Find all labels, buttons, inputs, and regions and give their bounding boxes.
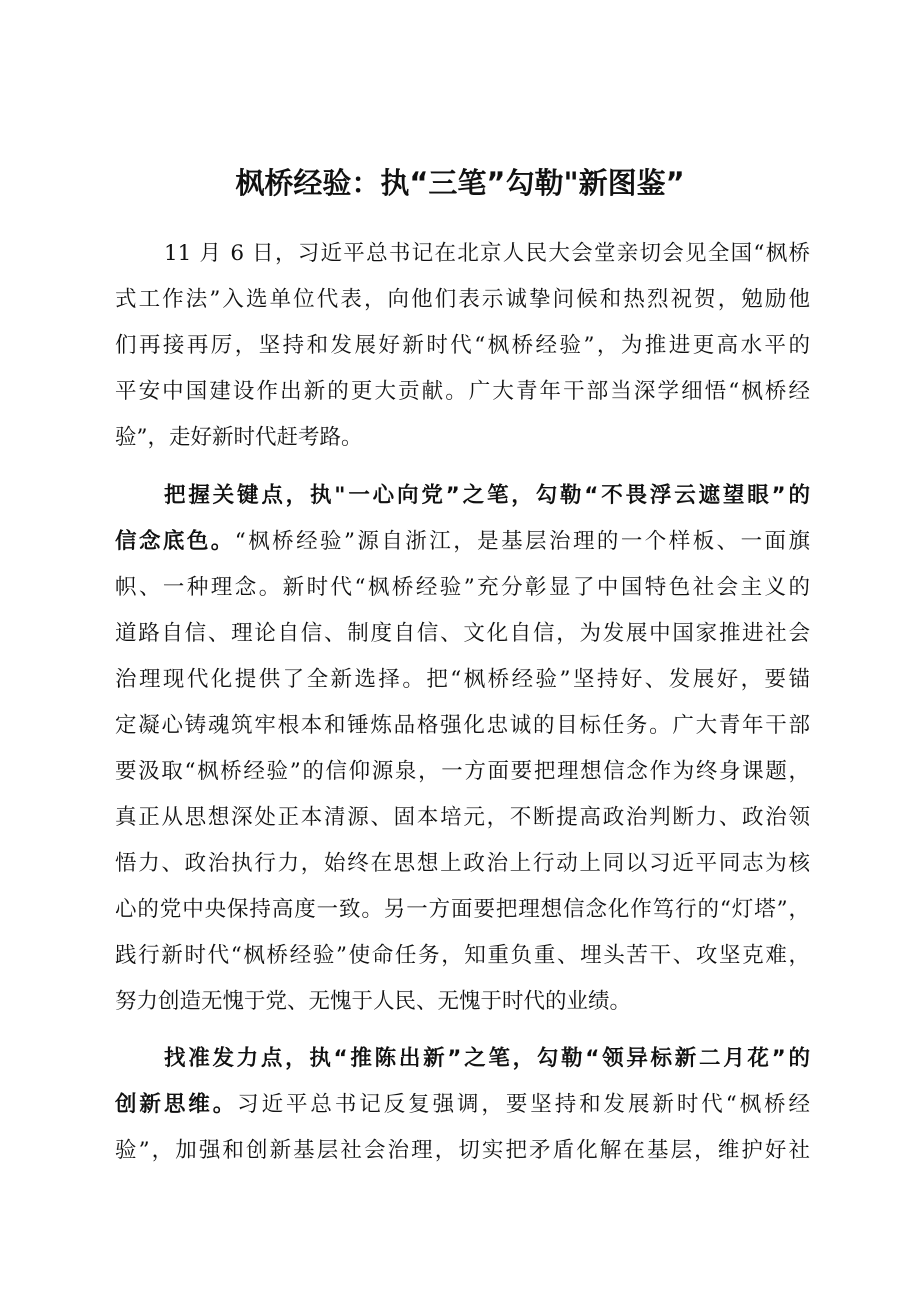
paragraph-2-line-9: 悟力、政治执行力，始终在思想上政治上行动上同以习近平同志为核 (115, 851, 810, 876)
paragraph-2-line-10: 心的党中央保持高度一致。另一方面要把理想信念化作笃行的“灯塔”， (115, 897, 810, 922)
paragraph-3-line-3: 验”，加强和创新基层社会治理，切实把矛盾化解在基层，维护好社 (115, 1138, 810, 1163)
paragraph-2-lead-line-2: 信念底色。 (115, 529, 235, 554)
paragraph-2-line-2 (115, 521, 810, 563)
paragraph-2-line-2-text: “枫桥经验”源自浙江，是基层治理的一个样板、一面旗 (234, 529, 810, 554)
paragraph-2-line-3: 帜、一种理念。新时代“枫桥经验”充分彰显了中国特色社会主义的 (115, 575, 810, 600)
paragraph-1-line-5: 验”，走好新时代赶考路。 (115, 425, 363, 450)
paragraph-3-line-1 (164, 1038, 810, 1080)
paragraph-2-lead-line-1: 把握关键点，执"一心向党”之笔，勾勒“不畏浮云遮望眼”的 (164, 483, 810, 508)
paragraph-2-line-4: 道路自信、理论自信、制度自信、文化自信，为发展中国家推进社会 (115, 621, 810, 646)
paragraph-3-line-2 (115, 1084, 810, 1126)
paragraph-1-line-3: 们再接再厉，坚持和发展好新时代“枫桥经验”，为推进更高水平的 (115, 333, 810, 358)
paragraph-2-line-1 (164, 475, 810, 517)
paragraph-2-line-5: 治理现代化提供了全新选择。把“枫桥经验”坚持好、发展好，要锚 (115, 667, 810, 692)
paragraph-3-lead-line-2: 创新思维。 (115, 1092, 238, 1117)
paragraph-3-line-2-text: 习近平总书记反复强调，要坚持和发展新时代“枫桥经 (237, 1092, 810, 1117)
document-title: 枫桥经验：执“三笔”勾勒"新图鉴” (235, 166, 685, 200)
paragraph-3-lead-line-1: 找准发力点，执“推陈出新”之笔，勾勒“领异标新二月花”的 (164, 1046, 810, 1071)
paragraph-2-line-7: 要汲取“枫桥经验”的信仰源泉，一方面要把理想信念作为终身课题， (115, 759, 810, 784)
paragraph-2-line-6: 定凝心铸魂筑牢根本和锤炼品格强化忠诚的目标任务。广大青年干部 (115, 713, 810, 738)
paragraph-1-line-2: 式工作法”入选单位代表，向他们表示诚挚问候和热烈祝贺，勉励他 (115, 287, 810, 312)
paragraph-2-line-11: 践行新时代“枫桥经验”使命任务，知重负重、埋头苦干、攻坚克难， (115, 943, 810, 968)
paragraph-1-line-4: 平安中国建设作出新的更大贡献。广大青年干部当深学细悟“枫桥经 (115, 379, 810, 404)
paragraph-2-line-12: 努力创造无愧于党、无愧于人民、无愧于时代的业绩。 (115, 989, 632, 1014)
paragraph-2-line-8: 真正从思想深处正本清源、固本培元，不断提高政治判断力、政治领 (115, 805, 810, 830)
paragraph-1-line-1: 11 月 6 日，习近平总书记在北京人民大会堂亲切会见全国“枫桥 (164, 241, 810, 266)
